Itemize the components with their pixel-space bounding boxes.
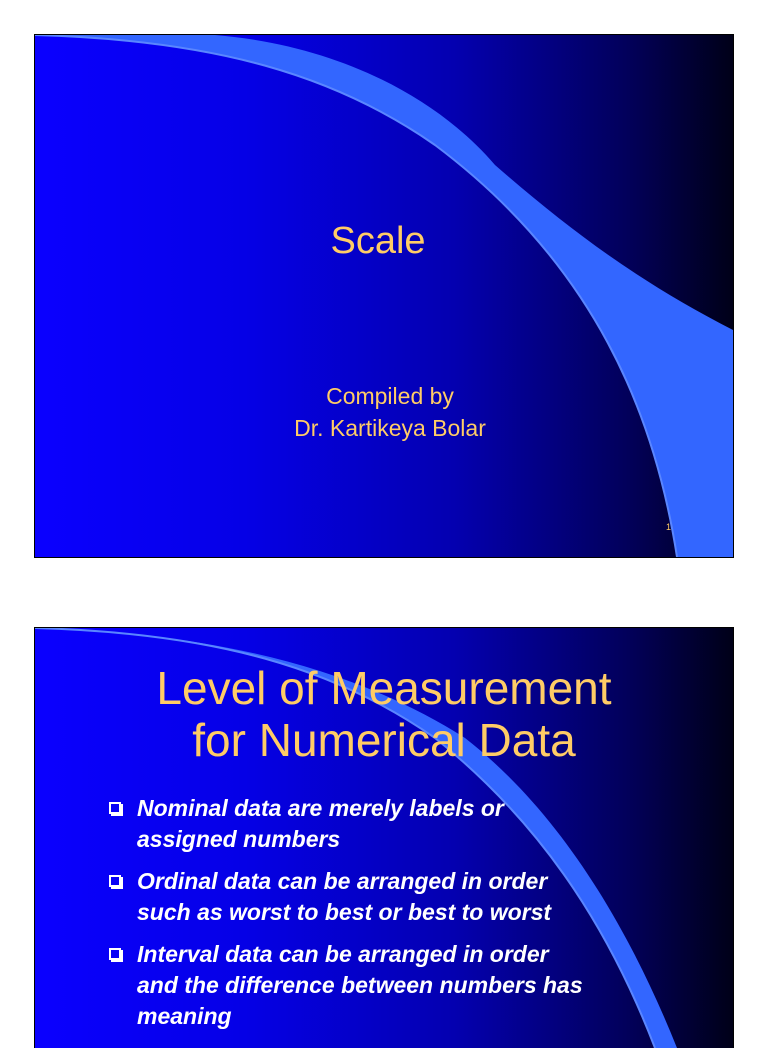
title-line: for Numerical Data [192, 714, 576, 766]
slide-title: Scale [330, 220, 426, 262]
bullet-text: and the difference between numbers has [137, 972, 583, 998]
slide-2 [35, 628, 733, 1048]
bullet-text: Interval data can be arranged in order [137, 941, 549, 967]
bullet-text: such as worst to best or best to worst [137, 899, 552, 925]
bullet-text: assigned numbers [137, 826, 341, 852]
bullet-item [107, 939, 707, 1032]
checkbox-square-icon [109, 948, 121, 960]
bullet-item [107, 866, 707, 928]
bullet-text: Ordinal data can be arranged in order [137, 868, 548, 894]
title-line: Level of Measurement [156, 662, 612, 714]
bullet-item [107, 793, 707, 855]
author-name: Dr. Kartikeya Bolar [294, 415, 486, 441]
subtitle-line: Compiled by [326, 383, 454, 409]
checkbox-square-icon [109, 875, 121, 887]
bullet-list [107, 793, 707, 1043]
slide-subtitle [35, 380, 733, 444]
swoosh-decoration [35, 35, 733, 557]
bullet-text: Nominal data are merely labels or [137, 795, 504, 821]
slide-title [35, 662, 733, 766]
checkbox-square-icon [109, 802, 121, 814]
page-number: 1 [665, 522, 671, 532]
bullet-text: meaning [137, 1003, 232, 1029]
slide-1 [35, 35, 733, 557]
